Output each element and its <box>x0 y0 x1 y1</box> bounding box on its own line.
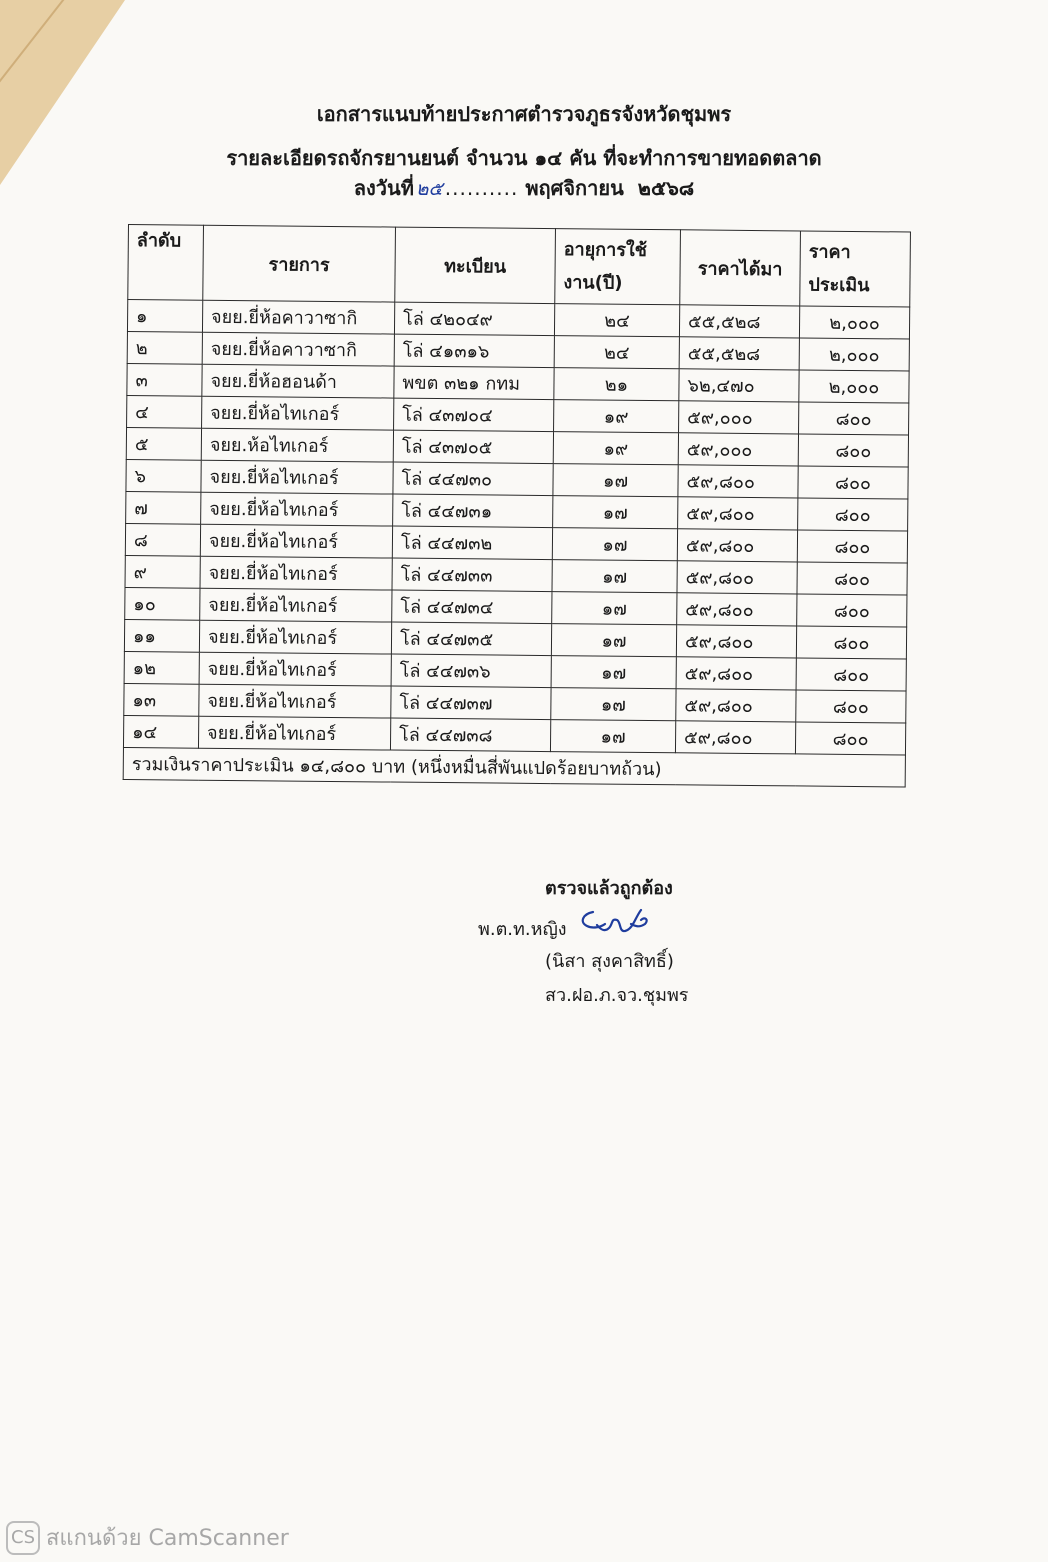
cell-appraised: ๘๐๐ <box>796 626 906 659</box>
cell-age: ๑๗ <box>551 688 676 721</box>
cell-item: จยย.ยี่ห้อฮอนด้า <box>202 364 394 398</box>
cell-no: ๑๐ <box>125 587 200 620</box>
cell-age: ๑๗ <box>552 528 677 561</box>
cell-plate: โล่ ๔๔๗๓๖ <box>391 654 551 688</box>
cell-plate: โล่ ๔๓๗๐๕ <box>393 430 553 464</box>
cell-age: ๒๔ <box>554 336 679 369</box>
signer-name: (นิสา สุงคาสิทธิ์) <box>545 951 674 972</box>
cell-item: จยย.ห้อไทเกอร์ <box>201 428 393 462</box>
camscanner-icon: CS <box>6 1521 40 1555</box>
cell-item: จยย.ยี่ห้อไทเกอร์ <box>201 460 393 494</box>
doc-date-line <box>0 172 1048 204</box>
cell-acquired: ๕๕,๕๒๘ <box>679 337 799 370</box>
cell-plate: โล่ ๔๓๗๐๔ <box>394 398 554 432</box>
cell-item: จยย.ยี่ห้อไทเกอร์ <box>201 492 393 526</box>
cell-item: จยย.ยี่ห้อไทเกอร์ <box>202 396 394 430</box>
cell-appraised: ๒,๐๐๐ <box>799 306 909 339</box>
cell-plate: โล่ ๔๑๓๑๖ <box>394 334 554 368</box>
cell-item: จยย.ยี่ห้อไทเกอร์ <box>199 684 391 718</box>
cell-item: จยย.ยี่ห้อไทเกอร์ <box>198 716 390 750</box>
cell-no: ๕ <box>126 427 201 460</box>
table-header-row <box>128 225 911 308</box>
cell-acquired: ๕๙,๘๐๐ <box>678 497 798 530</box>
cell-item: จยย.ยี่ห้อไทเกอร์ <box>200 556 392 590</box>
cell-no: ๒ <box>127 331 202 364</box>
cell-plate: โล่ ๔๔๗๓๒ <box>392 526 552 560</box>
verified-label: ตรวจแล้วถูกต้อง <box>545 878 673 899</box>
total-cell: รวมเงินราคาประเมิน ๑๔,๘๐๐ บาท (หนึ่งหมื่นสี่พันแปดร้อยบาทถ้วน) <box>123 747 905 787</box>
cell-appraised: ๘๐๐ <box>798 498 908 531</box>
cell-plate: โล่ ๔๔๗๓๓ <box>392 558 552 592</box>
cell-age: ๑๗ <box>552 592 677 625</box>
cell-no: ๔ <box>127 395 202 428</box>
cell-item: จยย.ยี่ห้อไทเกอร์ <box>200 588 392 622</box>
cell-appraised: ๘๐๐ <box>799 402 909 435</box>
cell-acquired: ๕๙,๘๐๐ <box>675 721 795 754</box>
cell-plate: โล่ ๔๔๗๓๐ <box>393 462 553 496</box>
cell-age: ๑๗ <box>553 464 678 497</box>
date-year: ๒๕๖๘ <box>637 176 695 200</box>
cell-appraised: ๘๐๐ <box>797 562 907 595</box>
camscanner-text: สแกนด้วย CamScanner <box>46 1526 289 1551</box>
col-appraised-header: ราคา ประเมิน <box>800 231 911 307</box>
cell-age: ๒๑ <box>554 368 679 401</box>
vehicle-table <box>123 224 911 787</box>
cell-age: ๒๔ <box>554 304 679 337</box>
col-item-header: รายการ <box>203 225 396 302</box>
cell-acquired: ๕๙,๘๐๐ <box>677 593 797 626</box>
doc-subtitle: รายละเอียดรถจักรยานยนต์ จำนวน ๑๔ คัน ที่จะทำการขายทอดตลาด <box>226 146 822 170</box>
date-month: พฤศจิกายน <box>525 176 624 200</box>
cell-appraised: ๘๐๐ <box>797 530 907 563</box>
cell-acquired: ๖๒,๔๗๐ <box>679 369 799 402</box>
cell-age: ๑๙ <box>553 432 678 465</box>
cell-age: ๑๙ <box>554 400 679 433</box>
cell-acquired: ๕๙,๘๐๐ <box>676 689 796 722</box>
cell-item: จยย.ยี่ห้อคาวาซากิ <box>202 332 394 366</box>
date-dots: .......... <box>444 176 519 200</box>
cell-age: ๑๗ <box>553 496 678 529</box>
cell-no: ๓ <box>127 363 202 396</box>
col-acquired-header: ราคาได้มา <box>680 230 801 306</box>
cell-no: ๖ <box>126 459 201 492</box>
cell-acquired: ๕๙,๘๐๐ <box>677 561 797 594</box>
date-prefix: ลงวันที่ <box>353 176 414 200</box>
cell-no: ๘ <box>125 523 200 556</box>
table-total-row <box>123 747 905 787</box>
cell-appraised: ๘๐๐ <box>796 690 906 723</box>
cell-age: ๑๗ <box>551 624 676 657</box>
cell-acquired: ๕๙,๘๐๐ <box>676 657 796 690</box>
cell-age: ๑๗ <box>552 560 677 593</box>
camscanner-watermark <box>6 1520 289 1555</box>
cell-no: ๑๒ <box>124 651 199 684</box>
cell-appraised: ๘๐๐ <box>797 594 907 627</box>
signer-position: สว.ฝอ.ภ.จว.ชุมพร <box>545 985 689 1006</box>
cell-plate: โล่ ๔๔๗๓๗ <box>391 686 551 720</box>
cell-acquired: ๕๙,๘๐๐ <box>677 529 797 562</box>
cell-acquired: ๕๙,๘๐๐ <box>678 465 798 498</box>
cell-acquired: ๕๙,๐๐๐ <box>678 433 798 466</box>
cell-appraised: ๘๐๐ <box>798 434 908 467</box>
signer-rank: พ.ต.ท.หญิง <box>478 919 567 940</box>
cell-age: ๑๗ <box>550 720 675 753</box>
cell-item: จยย.ยี่ห้อไทเกอร์ <box>199 620 391 654</box>
cell-no: ๑๑ <box>124 619 199 652</box>
cell-item: จยย.ยี่ห้อไทเกอร์ <box>199 652 391 686</box>
cell-no: ๑ <box>127 300 202 333</box>
cell-appraised: ๘๐๐ <box>795 722 905 755</box>
cell-appraised: ๒,๐๐๐ <box>799 338 909 371</box>
cell-item: จยย.ยี่ห้อไทเกอร์ <box>200 524 392 558</box>
cell-no: ๙ <box>125 555 200 588</box>
col-plate-header: ทะเบียน <box>395 227 556 304</box>
cell-no: ๑๔ <box>123 715 198 748</box>
cell-plate: พขต ๓๒๑ กทม <box>394 366 554 400</box>
cell-appraised: ๒,๐๐๐ <box>799 370 909 403</box>
cell-acquired: ๕๙,๘๐๐ <box>676 625 796 658</box>
doc-title: เอกสารแนบท้ายประกาศตำรวจภูธรจังหวัดชุมพร <box>316 102 732 126</box>
cell-plate: โล่ ๔๒๐๔๙ <box>394 302 554 336</box>
cell-acquired: ๕๙,๐๐๐ <box>679 401 799 434</box>
cell-item: จยย.ยี่ห้อคาวาซากิ <box>202 300 394 334</box>
handwritten-day: ๒๕ <box>415 178 443 200</box>
cell-age: ๑๗ <box>551 656 676 689</box>
col-age-header: อายุการใช้ งาน(ปี) <box>555 229 681 305</box>
cell-acquired: ๕๕,๕๒๘ <box>679 305 799 338</box>
cell-appraised: ๘๐๐ <box>796 658 906 691</box>
cell-appraised: ๘๐๐ <box>798 466 908 499</box>
cell-plate: โล่ ๔๔๗๓๕ <box>391 622 551 656</box>
cell-plate: โล่ ๔๔๗๓๔ <box>392 590 552 624</box>
cell-no: ๑๓ <box>124 683 199 716</box>
cell-no: ๗ <box>126 491 201 524</box>
col-no-header: ลำดับ <box>128 225 204 301</box>
cell-plate: โล่ ๔๔๗๓๑ <box>393 494 553 528</box>
cell-plate: โล่ ๔๔๗๓๘ <box>390 718 550 752</box>
handwritten-signature <box>575 898 655 942</box>
